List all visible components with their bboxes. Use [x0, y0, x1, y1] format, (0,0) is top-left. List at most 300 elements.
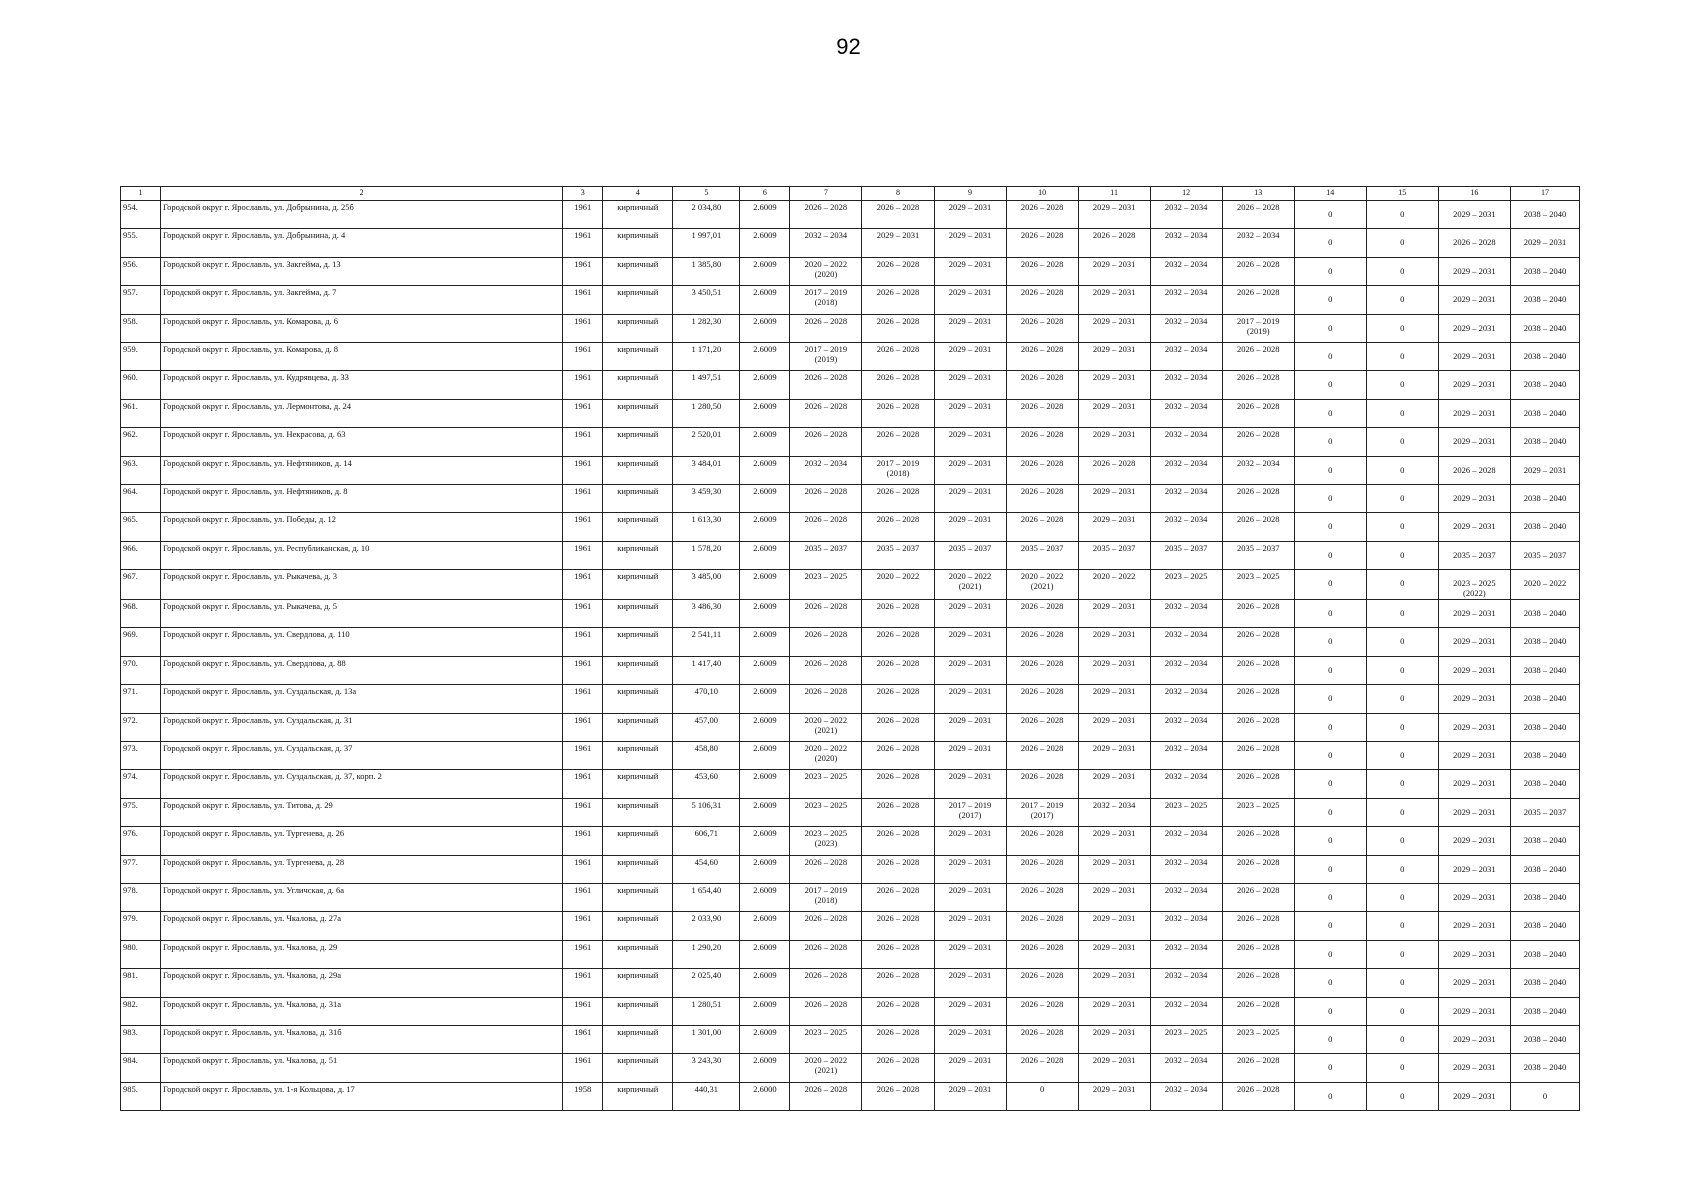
cell-period-col-9: 2029 – 2031: [934, 513, 1006, 541]
cell-area: 454,60: [673, 855, 740, 883]
cell-year-built: 1961: [563, 399, 603, 427]
cell-area: 3 459,30: [673, 484, 740, 512]
cell-period-col-7: 2017 – 2019 (2018): [790, 286, 862, 314]
cell-row-number: 979.: [121, 912, 161, 940]
cell-period-col-13: 2026 – 2028: [1222, 1054, 1294, 1082]
cell-period-col-16: 2029 – 2031: [1438, 513, 1510, 541]
cell-row-number: 963.: [121, 456, 161, 484]
cell-period-col-16: 2029 – 2031: [1438, 940, 1510, 968]
cell-period-col-16: 2029 – 2031: [1438, 1082, 1510, 1110]
cell-address: Городской округ г. Ярославль, ул. Победы, д. 12: [161, 513, 563, 541]
cell-value-col-14: 0: [1294, 428, 1366, 456]
cell-wall-material: кирпичный: [603, 1025, 673, 1053]
cell-year-built: 1961: [563, 883, 603, 911]
cell-period-col-17: 2038 – 2040: [1510, 600, 1579, 628]
cell-area: 3 486,30: [673, 600, 740, 628]
cell-period-col-12: 2032 – 2034: [1150, 883, 1222, 911]
cell-period-col-10: 2026 – 2028: [1006, 883, 1078, 911]
cell-period-col-17: 2038 – 2040: [1510, 371, 1579, 399]
cell-wall-material: кирпичный: [603, 456, 673, 484]
cell-period-col-7: 2020 – 2022 (2021): [790, 713, 862, 741]
column-header-9: 9: [934, 187, 1006, 201]
column-header-7: 7: [790, 187, 862, 201]
cell-value-col-15: 0: [1366, 827, 1438, 855]
table-row: [121, 1025, 1580, 1053]
cell-period-col-12: 2032 – 2034: [1150, 342, 1222, 370]
cell-period-col-12: 2032 – 2034: [1150, 742, 1222, 770]
cell-code: 2.6009: [740, 371, 790, 399]
cell-row-number: 969.: [121, 628, 161, 656]
cell-address: Городской округ г. Ярославль, ул. Кудрявцева, д. 33: [161, 371, 563, 399]
cell-row-number: 978.: [121, 883, 161, 911]
cell-period-col-16: 2029 – 2031: [1438, 314, 1510, 342]
cell-value-col-15: 0: [1366, 969, 1438, 997]
table-row: [121, 1054, 1580, 1082]
cell-code: 2.6009: [740, 940, 790, 968]
cell-period-col-9: 2029 – 2031: [934, 1025, 1006, 1053]
cell-period-col-13: 2026 – 2028: [1222, 997, 1294, 1025]
cell-value-col-15: 0: [1366, 484, 1438, 512]
cell-address: Городской округ г. Ярославль, ул. Чкалова, д. 31б: [161, 1025, 563, 1053]
table-row: [121, 484, 1580, 512]
cell-period-col-10: 2026 – 2028: [1006, 513, 1078, 541]
cell-year-built: 1961: [563, 371, 603, 399]
cell-period-col-9: 2029 – 2031: [934, 656, 1006, 684]
cell-period-col-13: 2026 – 2028: [1222, 428, 1294, 456]
cell-period-col-17: 2038 – 2040: [1510, 685, 1579, 713]
cell-period-col-12: 2032 – 2034: [1150, 456, 1222, 484]
cell-period-col-7: 2026 – 2028: [790, 399, 862, 427]
cell-period-col-9: 2029 – 2031: [934, 940, 1006, 968]
column-header-16: 16: [1438, 187, 1510, 201]
cell-period-col-12: 2032 – 2034: [1150, 399, 1222, 427]
cell-row-number: 965.: [121, 513, 161, 541]
cell-period-col-11: 2029 – 2031: [1078, 1025, 1150, 1053]
cell-code: 2.6009: [740, 428, 790, 456]
cell-period-col-7: 2023 – 2025: [790, 1025, 862, 1053]
cell-year-built: 1961: [563, 513, 603, 541]
cell-address: Городской округ г. Ярославль, ул. Добрынина, д. 25б: [161, 201, 563, 229]
cell-period-col-11: 2029 – 2031: [1078, 685, 1150, 713]
cell-year-built: 1961: [563, 257, 603, 285]
cell-address: Городской округ г. Ярославль, ул. Чкалова, д. 29а: [161, 969, 563, 997]
cell-period-col-11: 2029 – 2031: [1078, 1054, 1150, 1082]
cell-value-col-15: 0: [1366, 1054, 1438, 1082]
cell-period-col-10: 2026 – 2028: [1006, 286, 1078, 314]
cell-area: 2 033,90: [673, 912, 740, 940]
cell-period-col-10: 2026 – 2028: [1006, 997, 1078, 1025]
cell-period-col-10: 2026 – 2028: [1006, 600, 1078, 628]
cell-code: 2.6009: [740, 685, 790, 713]
cell-row-number: 960.: [121, 371, 161, 399]
cell-period-col-11: 2029 – 2031: [1078, 201, 1150, 229]
cell-period-col-17: 2020 – 2022: [1510, 570, 1579, 600]
cell-wall-material: кирпичный: [603, 713, 673, 741]
column-header-8: 8: [862, 187, 934, 201]
cell-period-col-13: 2026 – 2028: [1222, 827, 1294, 855]
cell-period-col-12: 2032 – 2034: [1150, 229, 1222, 257]
cell-period-col-11: 2029 – 2031: [1078, 257, 1150, 285]
cell-area: 1 280,51: [673, 997, 740, 1025]
cell-value-col-14: 0: [1294, 940, 1366, 968]
cell-period-col-8: 2017 – 2019 (2018): [862, 456, 934, 484]
cell-address: Городской округ г. Ярославль, ул. Нефтяников, д. 14: [161, 456, 563, 484]
table-row: [121, 827, 1580, 855]
column-header-4: 4: [603, 187, 673, 201]
cell-period-col-8: 2026 – 2028: [862, 855, 934, 883]
cell-year-built: 1961: [563, 314, 603, 342]
table-row: [121, 600, 1580, 628]
cell-period-col-12: 2032 – 2034: [1150, 685, 1222, 713]
cell-period-col-11: 2026 – 2028: [1078, 456, 1150, 484]
cell-code: 2.6009: [740, 713, 790, 741]
cell-period-col-16: 2029 – 2031: [1438, 997, 1510, 1025]
cell-wall-material: кирпичный: [603, 541, 673, 569]
cell-address: Городской округ г. Ярославль, ул. Чкалова, д. 29: [161, 940, 563, 968]
cell-code: 2.6009: [740, 1054, 790, 1082]
cell-period-col-11: 2029 – 2031: [1078, 513, 1150, 541]
cell-period-col-9: 2029 – 2031: [934, 628, 1006, 656]
cell-period-col-11: 2035 – 2037: [1078, 541, 1150, 569]
cell-period-col-12: 2032 – 2034: [1150, 656, 1222, 684]
cell-value-col-14: 0: [1294, 628, 1366, 656]
cell-period-col-7: 2026 – 2028: [790, 371, 862, 399]
cell-value-col-15: 0: [1366, 286, 1438, 314]
cell-period-col-11: 2029 – 2031: [1078, 883, 1150, 911]
cell-period-col-12: 2023 – 2025: [1150, 798, 1222, 826]
cell-period-col-17: 2038 – 2040: [1510, 912, 1579, 940]
cell-period-col-9: 2029 – 2031: [934, 1082, 1006, 1110]
cell-period-col-17: 2038 – 2040: [1510, 314, 1579, 342]
cell-period-col-12: 2023 – 2025: [1150, 1025, 1222, 1053]
cell-code: 2.6009: [740, 229, 790, 257]
cell-period-col-16: 2029 – 2031: [1438, 1025, 1510, 1053]
cell-value-col-14: 0: [1294, 969, 1366, 997]
cell-period-col-10: 2026 – 2028: [1006, 912, 1078, 940]
cell-address: Городской округ г. Ярославль, ул. Чкалова, д. 31а: [161, 997, 563, 1025]
cell-code: 2.6009: [740, 997, 790, 1025]
cell-period-col-10: 2026 – 2028: [1006, 428, 1078, 456]
cell-period-col-16: 2029 – 2031: [1438, 969, 1510, 997]
cell-value-col-14: 0: [1294, 541, 1366, 569]
cell-code: 2.6009: [740, 656, 790, 684]
cell-period-col-11: 2029 – 2031: [1078, 314, 1150, 342]
cell-year-built: 1961: [563, 628, 603, 656]
cell-period-col-7: 2026 – 2028: [790, 428, 862, 456]
table-row: [121, 1082, 1580, 1110]
cell-period-col-8: 2029 – 2031: [862, 229, 934, 257]
cell-row-number: 973.: [121, 742, 161, 770]
cell-row-number: 984.: [121, 1054, 161, 1082]
table-row: [121, 855, 1580, 883]
cell-year-built: 1961: [563, 912, 603, 940]
cell-period-col-13: 2026 – 2028: [1222, 257, 1294, 285]
cell-period-col-8: 2026 – 2028: [862, 1082, 934, 1110]
cell-row-number: 975.: [121, 798, 161, 826]
cell-period-col-9: 2035 – 2037: [934, 541, 1006, 569]
cell-value-col-14: 0: [1294, 1054, 1366, 1082]
cell-period-col-17: 2038 – 2040: [1510, 1054, 1579, 1082]
cell-period-col-8: 2026 – 2028: [862, 484, 934, 512]
cell-period-col-17: 2038 – 2040: [1510, 742, 1579, 770]
cell-area: 440,31: [673, 1082, 740, 1110]
cell-area: 2 025,40: [673, 969, 740, 997]
cell-period-col-16: 2029 – 2031: [1438, 713, 1510, 741]
cell-period-col-17: 2038 – 2040: [1510, 940, 1579, 968]
cell-area: 2 034,80: [673, 201, 740, 229]
cell-period-col-10: 2026 – 2028: [1006, 940, 1078, 968]
cell-value-col-14: 0: [1294, 798, 1366, 826]
cell-period-col-9: 2029 – 2031: [934, 314, 1006, 342]
cell-period-col-8: 2026 – 2028: [862, 798, 934, 826]
cell-period-col-8: 2026 – 2028: [862, 997, 934, 1025]
cell-period-col-13: 2023 – 2025: [1222, 1025, 1294, 1053]
column-header-1: 1: [121, 187, 161, 201]
cell-address: Городской округ г. Ярославль, ул. Закгейма, д. 13: [161, 257, 563, 285]
cell-period-col-10: 2026 – 2028: [1006, 342, 1078, 370]
cell-period-col-16: 2029 – 2031: [1438, 201, 1510, 229]
cell-period-col-13: 2026 – 2028: [1222, 912, 1294, 940]
cell-row-number: 974.: [121, 770, 161, 798]
cell-period-col-17: 2038 – 2040: [1510, 257, 1579, 285]
cell-period-col-12: 2032 – 2034: [1150, 770, 1222, 798]
cell-address: Городской округ г. Ярославль, ул. Нефтяников, д. 8: [161, 484, 563, 512]
cell-year-built: 1961: [563, 229, 603, 257]
cell-period-col-12: 2035 – 2037: [1150, 541, 1222, 569]
cell-period-col-7: 2026 – 2028: [790, 513, 862, 541]
table-row: [121, 912, 1580, 940]
cell-address: Городской округ г. Ярославль, ул. Суздальская, д. 13а: [161, 685, 563, 713]
cell-period-col-12: 2032 – 2034: [1150, 1054, 1222, 1082]
cell-year-built: 1961: [563, 770, 603, 798]
cell-period-col-11: 2029 – 2031: [1078, 342, 1150, 370]
cell-period-col-8: 2026 – 2028: [862, 371, 934, 399]
cell-address: Городской округ г. Ярославль, ул. 1-я Кольцова, д. 17: [161, 1082, 563, 1110]
cell-row-number: 966.: [121, 541, 161, 569]
cell-value-col-14: 0: [1294, 883, 1366, 911]
cell-period-col-9: 2029 – 2031: [934, 770, 1006, 798]
table-row: [121, 257, 1580, 285]
cell-period-col-13: 2032 – 2034: [1222, 229, 1294, 257]
cell-year-built: 1961: [563, 969, 603, 997]
cell-period-col-8: 2026 – 2028: [862, 428, 934, 456]
cell-period-col-16: 2029 – 2031: [1438, 428, 1510, 456]
cell-period-col-10: 2026 – 2028: [1006, 656, 1078, 684]
cell-value-col-15: 0: [1366, 685, 1438, 713]
cell-area: 3 450,51: [673, 286, 740, 314]
cell-code: 2.6009: [740, 286, 790, 314]
table-body: [121, 201, 1580, 1111]
cell-period-col-11: 2029 – 2031: [1078, 484, 1150, 512]
cell-code: 2.6009: [740, 399, 790, 427]
cell-value-col-14: 0: [1294, 484, 1366, 512]
cell-period-col-17: 2038 – 2040: [1510, 399, 1579, 427]
cell-period-col-11: 2029 – 2031: [1078, 997, 1150, 1025]
cell-period-col-8: 2026 – 2028: [862, 969, 934, 997]
cell-value-col-14: 0: [1294, 342, 1366, 370]
cell-period-col-16: 2029 – 2031: [1438, 912, 1510, 940]
cell-period-col-17: 2029 – 2031: [1510, 456, 1579, 484]
table-row: [121, 229, 1580, 257]
cell-wall-material: кирпичный: [603, 399, 673, 427]
cell-period-col-9: 2029 – 2031: [934, 399, 1006, 427]
cell-period-col-12: 2032 – 2034: [1150, 201, 1222, 229]
cell-period-col-12: 2032 – 2034: [1150, 371, 1222, 399]
cell-period-col-16: 2029 – 2031: [1438, 600, 1510, 628]
cell-value-col-15: 0: [1366, 257, 1438, 285]
cell-address: Городской округ г. Ярославль, ул. Свердлова, д. 110: [161, 628, 563, 656]
cell-wall-material: кирпичный: [603, 770, 673, 798]
cell-period-col-17: 2038 – 2040: [1510, 997, 1579, 1025]
cell-wall-material: кирпичный: [603, 969, 673, 997]
cell-value-col-14: 0: [1294, 827, 1366, 855]
cell-period-col-16: 2029 – 2031: [1438, 371, 1510, 399]
cell-value-col-15: 0: [1366, 713, 1438, 741]
cell-period-col-10: 2026 – 2028: [1006, 770, 1078, 798]
cell-period-col-7: 2020 – 2022 (2020): [790, 257, 862, 285]
cell-period-col-13: 2026 – 2028: [1222, 940, 1294, 968]
cell-period-col-10: 2017 – 2019 (2017): [1006, 798, 1078, 826]
cell-period-col-11: 2029 – 2031: [1078, 969, 1150, 997]
cell-area: 457,00: [673, 713, 740, 741]
cell-year-built: 1961: [563, 286, 603, 314]
cell-row-number: 958.: [121, 314, 161, 342]
cell-period-col-9: 2029 – 2031: [934, 912, 1006, 940]
cell-area: 1 171,20: [673, 342, 740, 370]
cell-period-col-12: 2032 – 2034: [1150, 314, 1222, 342]
cell-period-col-10: 2035 – 2037: [1006, 541, 1078, 569]
cell-value-col-14: 0: [1294, 371, 1366, 399]
cell-value-col-15: 0: [1366, 371, 1438, 399]
cell-value-col-14: 0: [1294, 770, 1366, 798]
cell-period-col-13: 2026 – 2028: [1222, 628, 1294, 656]
cell-address: Городской округ г. Ярославль, ул. Тургенева, д. 26: [161, 827, 563, 855]
cell-code: 2.6000: [740, 1082, 790, 1110]
cell-value-col-14: 0: [1294, 257, 1366, 285]
cell-code: 2.6009: [740, 1025, 790, 1053]
cell-row-number: 955.: [121, 229, 161, 257]
cell-address: Городской округ г. Ярославль, ул. Чкалова, д. 27а: [161, 912, 563, 940]
cell-period-col-10: 2026 – 2028: [1006, 371, 1078, 399]
cell-period-col-10: 2026 – 2028: [1006, 484, 1078, 512]
cell-value-col-14: 0: [1294, 713, 1366, 741]
cell-period-col-17: 2038 – 2040: [1510, 770, 1579, 798]
cell-code: 2.6009: [740, 855, 790, 883]
cell-period-col-7: 2026 – 2028: [790, 912, 862, 940]
column-header-2: 2: [161, 187, 563, 201]
cell-period-col-13: 2026 – 2028: [1222, 342, 1294, 370]
cell-period-col-7: 2020 – 2022 (2020): [790, 742, 862, 770]
cell-period-col-13: 2026 – 2028: [1222, 713, 1294, 741]
cell-wall-material: кирпичный: [603, 229, 673, 257]
cell-period-col-16: 2029 – 2031: [1438, 399, 1510, 427]
cell-period-col-16: 2029 – 2031: [1438, 656, 1510, 684]
cell-code: 2.6009: [740, 883, 790, 911]
column-header-12: 12: [1150, 187, 1222, 201]
cell-value-col-14: 0: [1294, 855, 1366, 883]
cell-wall-material: кирпичный: [603, 628, 673, 656]
cell-wall-material: кирпичный: [603, 742, 673, 770]
cell-value-col-15: 0: [1366, 656, 1438, 684]
cell-period-col-8: 2026 – 2028: [862, 1025, 934, 1053]
cell-period-col-10: 2026 – 2028: [1006, 399, 1078, 427]
cell-period-col-13: 2026 – 2028: [1222, 855, 1294, 883]
cell-period-col-17: 2038 – 2040: [1510, 827, 1579, 855]
cell-area: 1 282,30: [673, 314, 740, 342]
cell-wall-material: кирпичный: [603, 855, 673, 883]
cell-period-col-13: 2026 – 2028: [1222, 484, 1294, 512]
cell-period-col-9: 2029 – 2031: [934, 229, 1006, 257]
cell-period-col-10: 2026 – 2028: [1006, 827, 1078, 855]
cell-period-col-16: 2023 – 2025 (2022): [1438, 570, 1510, 600]
cell-wall-material: кирпичный: [603, 883, 673, 911]
cell-period-col-12: 2032 – 2034: [1150, 628, 1222, 656]
cell-period-col-9: 2029 – 2031: [934, 484, 1006, 512]
cell-period-col-8: 2026 – 2028: [862, 940, 934, 968]
cell-year-built: 1961: [563, 428, 603, 456]
table-row: [121, 314, 1580, 342]
cell-period-col-9: 2020 – 2022 (2021): [934, 570, 1006, 600]
cell-year-built: 1961: [563, 1054, 603, 1082]
cell-period-col-13: 2026 – 2028: [1222, 656, 1294, 684]
table-row: [121, 456, 1580, 484]
cell-year-built: 1958: [563, 1082, 603, 1110]
column-header-13: 13: [1222, 187, 1294, 201]
cell-value-col-15: 0: [1366, 399, 1438, 427]
cell-period-col-17: 2038 – 2040: [1510, 1025, 1579, 1053]
table-row: [121, 713, 1580, 741]
cell-period-col-9: 2029 – 2031: [934, 969, 1006, 997]
cell-value-col-14: 0: [1294, 314, 1366, 342]
cell-address: Городской округ г. Ярославль, ул. Угличская, д. 6а: [161, 883, 563, 911]
cell-value-col-14: 0: [1294, 456, 1366, 484]
cell-wall-material: кирпичный: [603, 513, 673, 541]
cell-period-col-9: 2029 – 2031: [934, 600, 1006, 628]
cell-wall-material: кирпичный: [603, 798, 673, 826]
cell-period-col-11: 2029 – 2031: [1078, 770, 1150, 798]
cell-row-number: 980.: [121, 940, 161, 968]
cell-period-col-11: 2032 – 2034: [1078, 798, 1150, 826]
cell-period-col-13: 2026 – 2028: [1222, 969, 1294, 997]
cell-wall-material: кирпичный: [603, 1054, 673, 1082]
cell-area: 1 290,20: [673, 940, 740, 968]
cell-wall-material: кирпичный: [603, 940, 673, 968]
cell-wall-material: кирпичный: [603, 201, 673, 229]
cell-area: 1 654,40: [673, 883, 740, 911]
cell-year-built: 1961: [563, 541, 603, 569]
cell-period-col-17: 2038 – 2040: [1510, 342, 1579, 370]
cell-period-col-8: 2026 – 2028: [862, 201, 934, 229]
cell-period-col-12: 2032 – 2034: [1150, 997, 1222, 1025]
cell-period-col-8: 2026 – 2028: [862, 685, 934, 713]
cell-period-col-10: 2026 – 2028: [1006, 855, 1078, 883]
cell-year-built: 1961: [563, 997, 603, 1025]
cell-row-number: 964.: [121, 484, 161, 512]
cell-period-col-11: 2029 – 2031: [1078, 371, 1150, 399]
cell-wall-material: кирпичный: [603, 428, 673, 456]
cell-code: 2.6009: [740, 827, 790, 855]
cell-year-built: 1961: [563, 1025, 603, 1053]
cell-address: Городской округ г. Ярославль, ул. Чкалова, д. 51: [161, 1054, 563, 1082]
cell-period-col-7: 2026 – 2028: [790, 940, 862, 968]
cell-period-col-10: 2026 – 2028: [1006, 229, 1078, 257]
cell-address: Городской округ г. Ярославль, ул. Титова, д. 29: [161, 798, 563, 826]
cell-year-built: 1961: [563, 342, 603, 370]
cell-value-col-15: 0: [1366, 940, 1438, 968]
cell-area: 606,71: [673, 827, 740, 855]
cell-period-col-10: 2026 – 2028: [1006, 628, 1078, 656]
cell-period-col-13: 2023 – 2025: [1222, 570, 1294, 600]
